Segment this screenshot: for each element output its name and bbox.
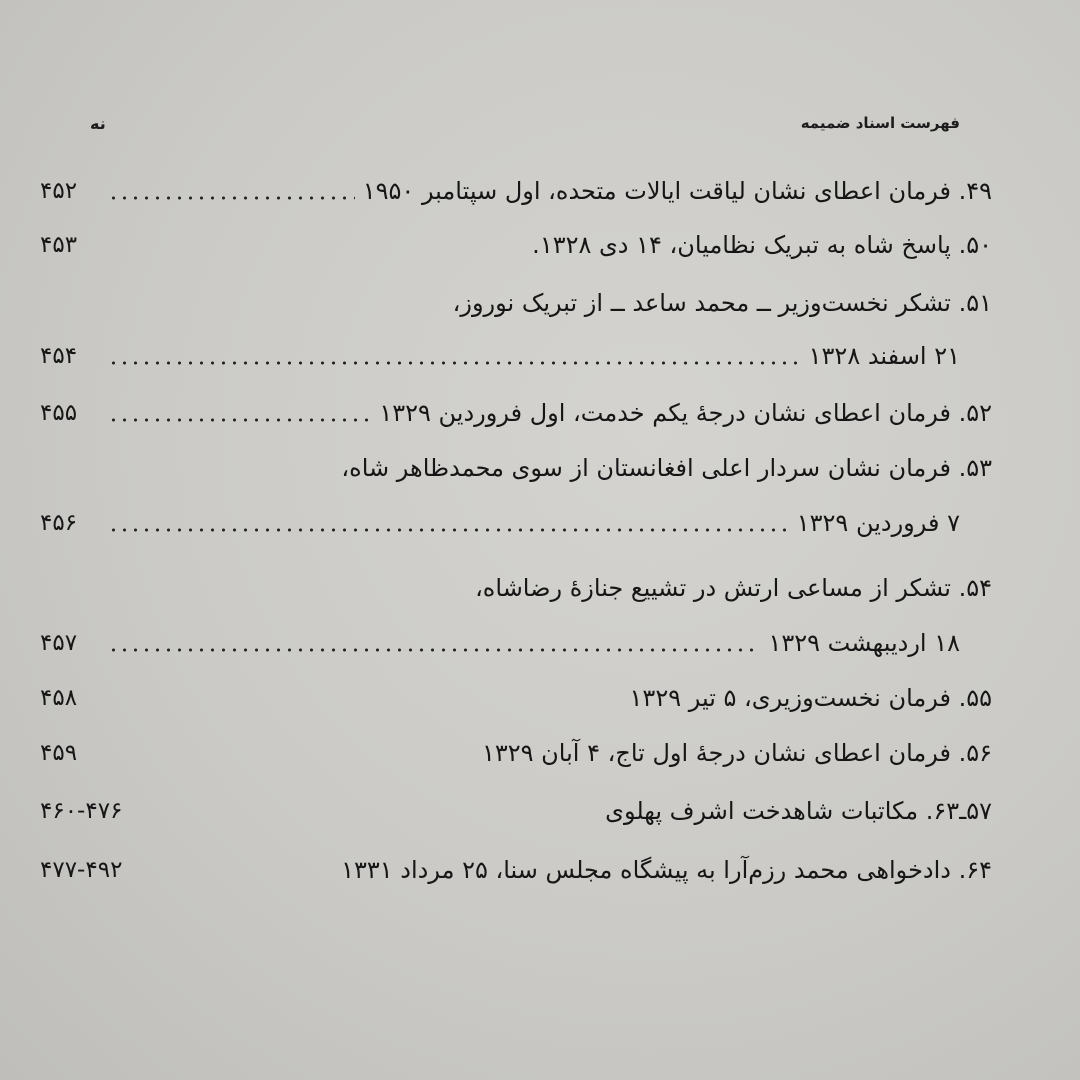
toc-entry-51 bbox=[40, 280, 992, 326]
entry-page: ۴۶۰-۴۷۶ bbox=[40, 798, 123, 824]
folio-number: نه bbox=[90, 113, 106, 133]
entry-page: ۴۵۳ bbox=[40, 232, 78, 258]
entry-page: ۴۵۵ bbox=[40, 400, 78, 426]
entry-title: ۲۱ اسفند ۱۳۲۸ bbox=[808, 342, 960, 370]
entry-page: ۴۵۸ bbox=[40, 685, 78, 711]
dot-leader bbox=[108, 360, 801, 366]
toc-entry-53 bbox=[40, 445, 992, 491]
toc-entry-53-continued bbox=[40, 500, 992, 546]
entry-title: ۱۸ اردیبهشت ۱۳۲۹ bbox=[768, 629, 960, 657]
dot-leader bbox=[108, 527, 789, 533]
entry-page: ۴۷۷-۴۹۲ bbox=[40, 857, 123, 883]
section-title: فهرست اسناد ضمیمه bbox=[800, 114, 960, 132]
toc-entry-49 bbox=[40, 168, 992, 214]
dot-leader bbox=[108, 417, 371, 423]
toc-entry-56 bbox=[40, 730, 992, 776]
toc-entry-57-63 bbox=[40, 788, 992, 834]
dot-leader bbox=[108, 195, 355, 201]
entry-page: ۴۵۷ bbox=[40, 630, 78, 656]
entry-title: ۵۱. تشکر نخست‌وزیر ــ محمد ساعد ــ از تبریک نوروز، bbox=[452, 289, 992, 317]
entry-title: ۴۹. فرمان اعطای نشان لیاقت ایالات متحده، اول سپتامبر ۱۹۵۰ bbox=[362, 177, 992, 205]
toc-entry-64 bbox=[40, 847, 992, 893]
toc-entry-50 bbox=[40, 222, 992, 268]
dot-leader bbox=[108, 647, 760, 653]
entry-title: ۵۷ـ۶۳. مکاتبات شاهدخت اشرف پهلوی bbox=[605, 797, 992, 825]
entry-title: ۵۰. پاسخ شاه به تبریک نظامیان، ۱۴ دی ۱۳۲۸. bbox=[532, 231, 992, 259]
entry-page: ۴۵۶ bbox=[40, 510, 78, 536]
toc-entry-54-continued bbox=[40, 620, 992, 666]
dot-leader bbox=[108, 757, 474, 763]
toc-entry-52 bbox=[40, 390, 992, 436]
dot-leader bbox=[130, 815, 597, 821]
entry-page: ۴۵۹ bbox=[40, 740, 78, 766]
entry-title: ۶۴. دادخواهی محمد رزم‌آرا به پیشگاه مجلس سنا، ۲۵ مرداد ۱۳۳۱ bbox=[341, 856, 992, 884]
entry-title: ۵۳. فرمان نشان سردار اعلی افغانستان از سوی محمدظاهر شاه، bbox=[341, 454, 992, 482]
dot-leader bbox=[108, 249, 524, 255]
entry-title: ۵۵. فرمان نخست‌وزیری، ۵ تیر ۱۳۲۹ bbox=[629, 684, 992, 712]
toc-entry-55 bbox=[40, 675, 992, 721]
entry-page: ۴۵۴ bbox=[40, 343, 78, 369]
entry-title: ۵۴. تشکر از مساعی ارتش در تشییع جنازهٔ رضاشاه، bbox=[475, 574, 992, 602]
toc-entry-54 bbox=[40, 565, 992, 611]
running-header bbox=[90, 108, 960, 138]
entry-title: ۷ فروردین ۱۳۲۹ bbox=[796, 509, 960, 537]
entry-title: ۵۶. فرمان اعطای نشان درجهٔ اول تاج، ۴ آبان ۱۳۲۹ bbox=[481, 739, 992, 767]
entry-title: ۵۲. فرمان اعطای نشان درجهٔ یکم خدمت، اول فروردین ۱۳۲۹ bbox=[379, 399, 992, 427]
entry-page: ۴۵۲ bbox=[40, 178, 78, 204]
dot-leader bbox=[108, 702, 622, 708]
dot-leader bbox=[130, 874, 333, 880]
toc-entry-51-continued bbox=[40, 333, 992, 379]
